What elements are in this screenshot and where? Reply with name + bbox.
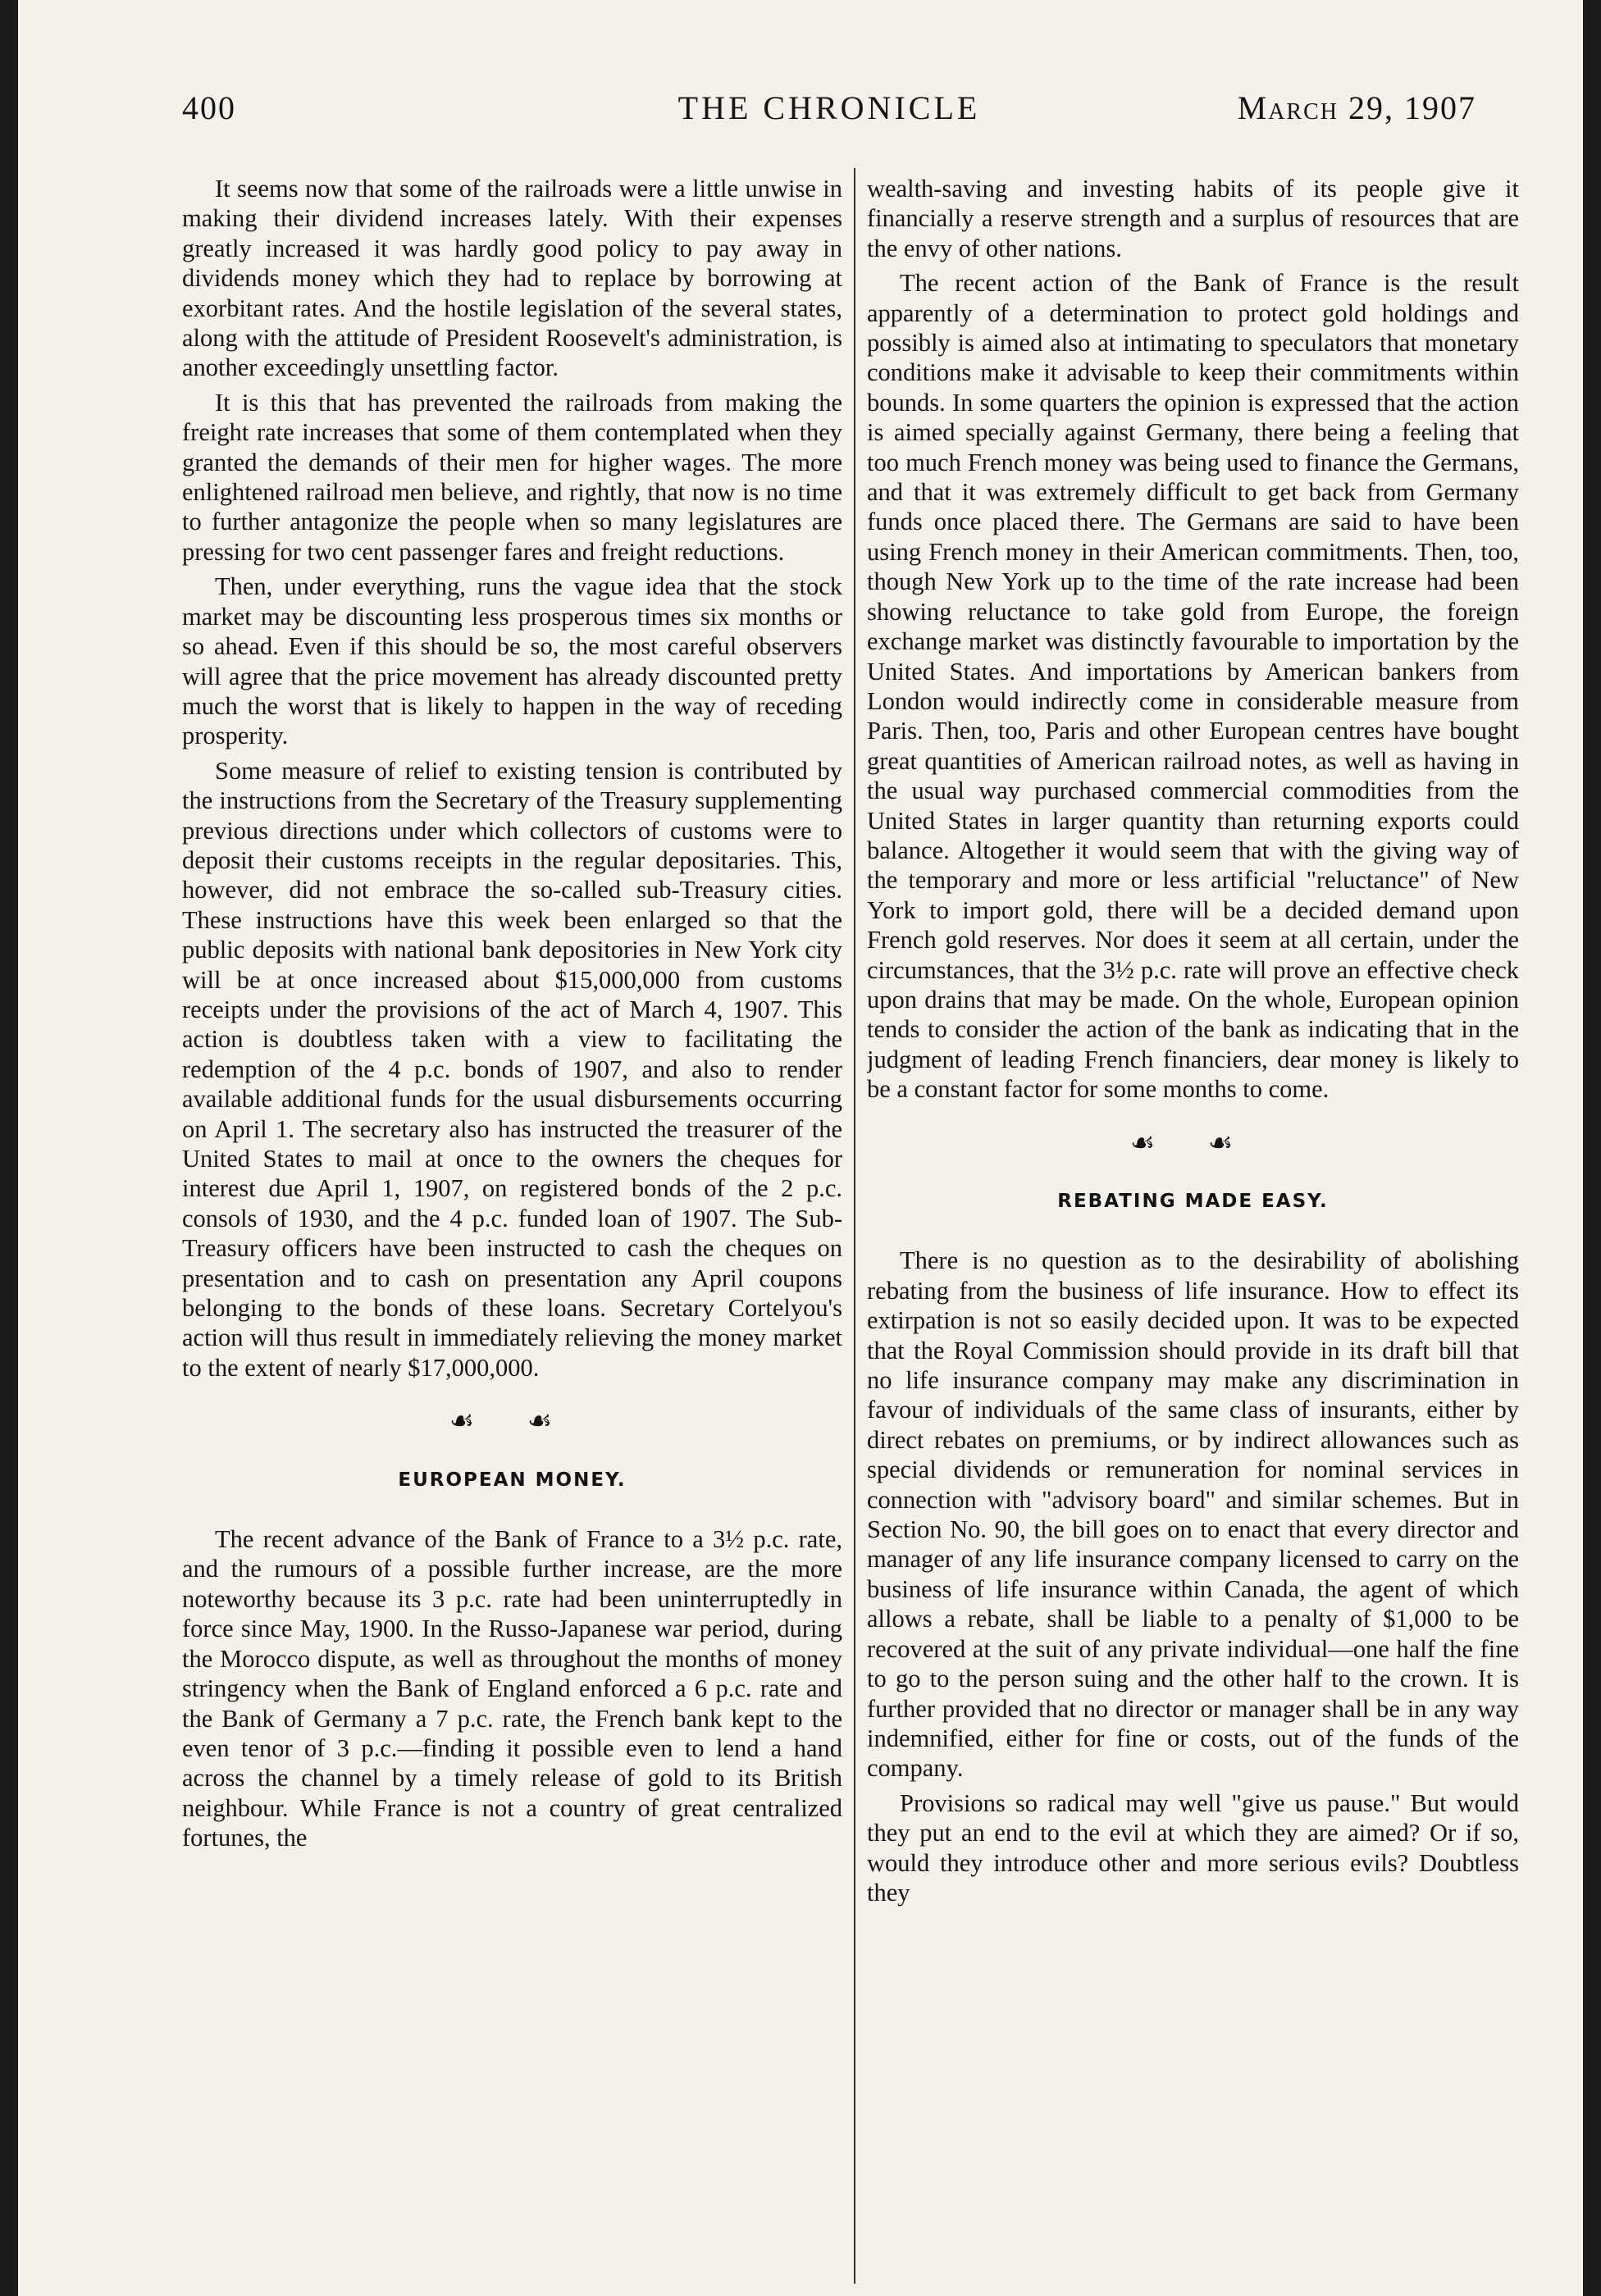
paragraph: wealth-saving and investing habits of its people give it financially a reserve strength and a surplus of resources that are the envy of other nations. [867,175,1519,262]
section-heading-european-money: EUROPEAN MONEY. [398,1469,627,1491]
section-ornament: ☙ ☙ [1129,1128,1257,1159]
column-divider [854,168,855,2284]
paragraph: There is no question as to the desirability of abolishing rebating from the business of life insurance. How to effect its extirpation is not so easily decided upon. It was to be expected that the Royal Commission should provide in its draft bill that no life insurance company may make any discrimination in favour of individuals of the same class of insurants, either by direct rebates on premiums, or by indirect allowances such as special dividends or remuneration for nominal services in connection with "advisory board" and similar schemes. But in Section No. 90, the bill goes on to enact that every director and manager of any life insurance company licensed to carry on the business of life insurance within Canada, the agent of which allows a rebate, shall be liable to a penalty of $1,000 to be recovered at the suit of any private individual—one half the fine to go to the person suing and the other half to the crown. It is further provided that no director or manager shall be in any way indemnified, either for fine or costs, out of the funds of the company. [867,1246,1519,1783]
paragraph: Then, under everything, runs the vague idea that the stock market may be discounting less prosperous times six months or so ahead. Even if this should be so, the most careful observers will agree that the price movement has already discounted pretty much the worst that is likely to happen in the way of receding prosperity. [182,572,842,750]
paragraph: It seems now that some of the railroads were a little unwise in making their dividend increases lately. With their expenses greatly increased it was hardly good policy to pay away in dividends money which they had to replace by borrowing at exorbitant rates. And the hostile legislation of the several states, along with the attitude of President Roosevelt's administration, is another exceedingly unsettling factor. [182,175,842,382]
paragraph: Some measure of relief to existing tension is contributed by the instructions from the Secretary of the Treasury supplementing previous directions under which collectors of customs were to deposit their customs receipts in the regular depositaries. This, however, did not embrace the so-called sub-Treasury cities. These instructions have this week been enlarged so that the public deposits with national bank depositories in New York city will be at once increased about $15,000,000 from customs receipts under the provisions of the act of March 4, 1907. This action is doubtless taken with a view to facilitating the redemption of the 4 p.c. bonds of 1907, and also to render available additional funds for the usual disbursements occurring on April 1. The secretary also has instructed the treasurer of the United States to mail at once to the owners the cheques for interest due April 1, 1907, on registered bonds of the 2 p.c. consols of 1930, and the 4 p.c. funded loan of 1907. The Sub-Treasury officers have been instructed to cash the cheques on presentation and to cash on presentation any April coupons belonging to the bonds of these loans. Secretary Cortelyou's action will thus result in immediately relieving the money market to the extent of nearly $17,000,000. [182,756,842,1382]
issue-date: March 29, 1907 [1237,89,1476,126]
page-number: 400 [182,89,236,126]
paragraph: It is this that has prevented the railroads from making the freight rate increases that some of them contemplated when they granted the demands of their men for higher wages. The more enlightened railroad men believe, and rightly, that now is no time to further antagonize the people when so many legislatures are pressing for two cent passenger fares and freight reductions. [182,388,842,566]
paragraph: Provisions so radical may well "give us pause." But would they put an end to the evil at which they are aimed? Or if so, would they introduce other and more serious evils? Doubtless they [867,1788,1519,1906]
right-column [867,174,1519,2280]
left-column [182,174,842,2280]
paragraph: The recent advance of the Bank of France to a 3½ p.c. rate, and the rumours of a possible further increase, are the more noteworthy because its 3 p.c. rate had been uninterruptedly in force since May, 1900. In the Russo-Japanese war period, during the Morocco dispute, as well as throughout the months of money stringency when the Bank of England enforced a 6 p.c. rate and the Bank of Germany a 7 p.c. rate, the French bank kept to the even tenor of 3 p.c.—finding it possible even to lend a hand across the channel by a timely release of gold to its British neighbour. While France is not a country of great centralized fortunes, the [182,1525,842,1852]
section-ornament: ☙ ☙ [449,1406,576,1437]
journal-title: THE CHRONICLE [677,89,981,126]
newspaper-page [18,0,1583,2296]
page-header [182,89,1476,138]
paragraph: The recent action of the Bank of France is the result apparently of a determination to protect gold holdings and possibly is aimed also at intimating to speculators that monetary conditions make it advisable to keep their commitments within bounds. In some quarters the opinion is expressed that the action is aimed specially against Germany, there being a feeling that too much French money was being used to finance the Germans, and that it was extremely difficult to get back from Germany funds once placed there. The Germans are said to have been using French money in their American commitments. Then, too, though New York up to the time of the rate increase had been showing reluctance to take gold from Europe, the foreign exchange market was distinctly favourable to importation by the United States. And importations by American bankers from London would indirectly come in considerable measure from Paris. Then, too, Paris and other European centres have bought great quantities of American railroad notes, as well as having in the usual way purchased commercial commodities from the United States in larger quantity than returning exports could balance. Altogether it would seem that with the giving way of the temporary and more or less artificial "reluctance" of New York to import gold, there will be a decided demand upon French gold reserves. Nor does it seem at all certain, under the circumstances, that the 3½ p.c. rate will prove an effective check upon drains that may be made. On the whole, European opinion tends to consider the action of the bank as indicating that in the judgment of leading French financiers, dear money is likely to be a constant factor for some months to come. [867,269,1519,1104]
section-heading-rebating-made-easy: REBATING MADE EASY. [1057,1191,1329,1212]
